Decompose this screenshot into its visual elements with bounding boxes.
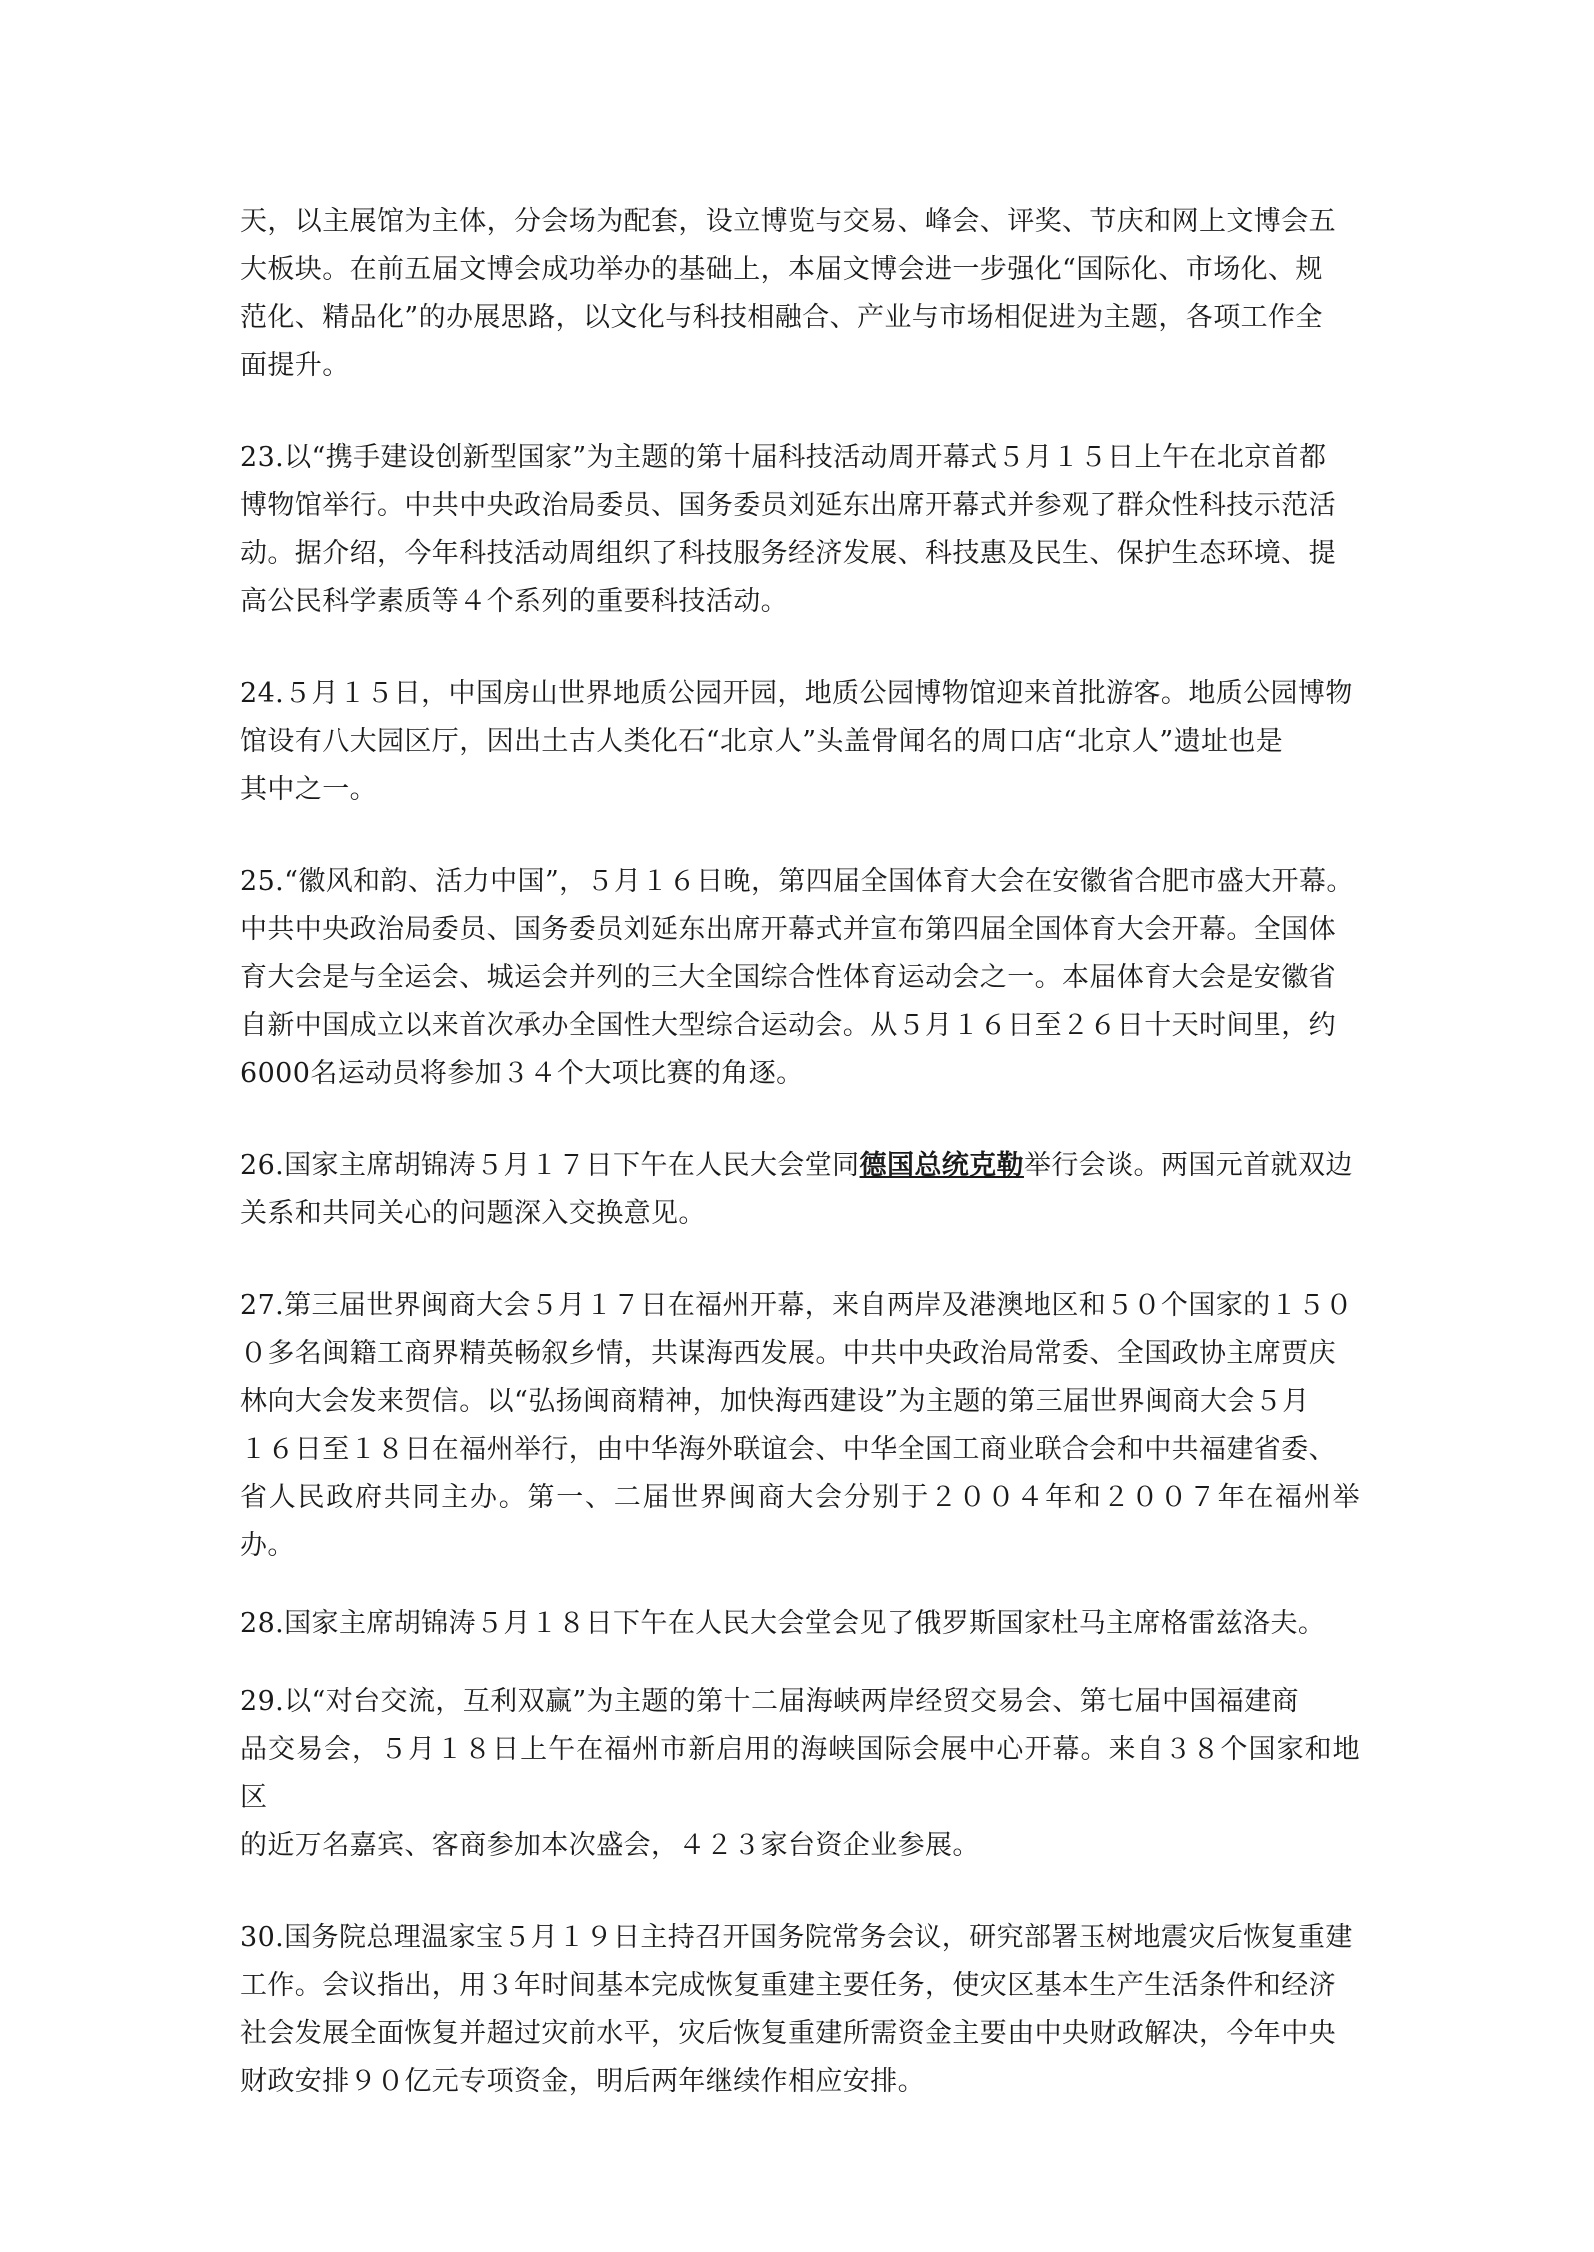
text-line: 博物馆举行。中共中央政治局委员、国务委员刘延东出席开幕式并参观了群众性科技示范活 [240,490,1336,521]
text-line: 育大会是与全运会、城运会并列的三大全国综合性体育运动会之一。本届体育大会是安徽省 [240,962,1336,993]
text-line: 举行会谈。两国元首就双边 [1023,1150,1353,1181]
text-line: 27.第三届世界闽商大会５月１７日在福州开幕，来自两岸及港澳地区和５０个国家的１５０ [240,1290,1353,1321]
paragraph-27 [240,1282,1360,1570]
text-line: 工作。会议指出，用３年时间基本完成恢复重建主要任务，使灾区基本生产生活条件和经济 [240,1970,1336,2001]
text-line: 的近万名嘉宾、客商参加本次盛会，４２３家台资企业参展。 [240,1830,980,1861]
paragraph-23 [240,434,1360,626]
text-line: 面提升。 [240,350,350,381]
paragraph-25 [240,858,1360,1098]
text-line: 其中之一。 [240,774,377,805]
paragraph-22-continued [240,198,1360,390]
text-line: 24.５月１５日，中国房山世界地质公园开园，地质公园博物馆迎来首批游客。地质公园博物 [240,678,1353,709]
paragraph-29 [240,1678,1360,1870]
text-line: 动。据介绍，今年科技活动周组织了科技服务经济发展、科技惠及民生、保护生态环境、提 [240,538,1336,569]
text-line: ０多名闽籍工商界精英畅叙乡情，共谋海西发展。中共中央政治局常委、全国政协主席贾庆 [240,1338,1336,1369]
text-line: 自新中国成立以来首次承办全国性大型综合运动会。从５月１６日至２６日十天时间里，约 [240,1010,1336,1041]
text-line: １６日至１８日在福州举行，由中华海外联谊会、中华全国工商业联合会和中共福建省委、 [240,1434,1336,1465]
text-line: 天，以主展馆为主体，分会场为配套，设立博览与交易、峰会、评奖、节庆和网上文博会五 [240,206,1336,237]
text-line: 26.国家主席胡锦涛５月１７日下午在人民大会堂同 [240,1150,860,1181]
text-line: 社会发展全面恢复并超过灾前水平，灾后恢复重建所需资金主要由中央财政解决，今年中央 [240,2018,1336,2049]
text-line: 25.“徽风和韵、活力中国”，５月１６日晚，第四届全国体育大会在安徽省合肥市盛大开幕。 [240,866,1354,897]
text-line: 23.以“携手建设创新型国家”为主题的第十届科技活动周开幕式５月１５日上午在北京首都 [240,442,1327,473]
paragraph-24 [240,670,1360,814]
paragraph-30 [240,1914,1360,2106]
text-line: 关系和共同关心的问题深入交换意见。 [240,1198,706,1229]
text-line: 品交易会，５月１８日上午在福州市新启用的海峡国际会展中心开幕。来自３８个国家和地区 [240,1734,1360,1813]
paragraph-26 [240,1142,1360,1238]
text-line: 馆设有八大园区厅，因出土古人类化石“北京人”头盖骨闻名的周口店“北京人”遗址也是 [240,726,1284,757]
text-line: 30.国务院总理温家宝５月１９日主持召开国务院常务会议，研究部署玉树地震灾后恢复重建 [240,1922,1353,1953]
text-line: 29.以“对台交流，互利双赢”为主题的第十二届海峡两岸经贸交易会、第七届中国福建商 [240,1686,1299,1717]
text-line: 范化、精品化”的办展思路，以文化与科技相融合、产业与市场相促进为主题，各项工作全 [240,302,1323,333]
text-line: 省人民政府共同主办。第一、二届世界闽商大会分别于２００４年和２００７年在福州举办。 [240,1482,1360,1561]
text-line: 林向大会发来贺信。以“弘扬闽商精神，加快海西建设”为主题的第三届世界闽商大会５月 [240,1386,1310,1417]
text-line: 高公民科学素质等４个系列的重要科技活动。 [240,586,788,617]
text-line: 中共中央政治局委员、国务委员刘延东出席开幕式并宣布第四届全国体育大会开幕。全国体 [240,914,1336,945]
text-line: 财政安排９０亿元专项资金，明后两年继续作相应安排。 [240,2066,925,2097]
text-line: 大板块。在前五届文博会成功举办的基础上，本届文博会进一步强化“国际化、市场化、规 [240,254,1323,285]
document-page [240,198,1360,2150]
german-president-link[interactable]: 德国总统克勒 [859,1150,1024,1181]
text-line: 28.国家主席胡锦涛５月１８日下午在人民大会堂会见了俄罗斯国家杜马主席格雷兹洛夫。 [240,1608,1326,1639]
text-line: 6000名运动员将参加３４个大项比赛的角逐。 [240,1058,804,1089]
paragraph-28 [240,1600,1360,1648]
